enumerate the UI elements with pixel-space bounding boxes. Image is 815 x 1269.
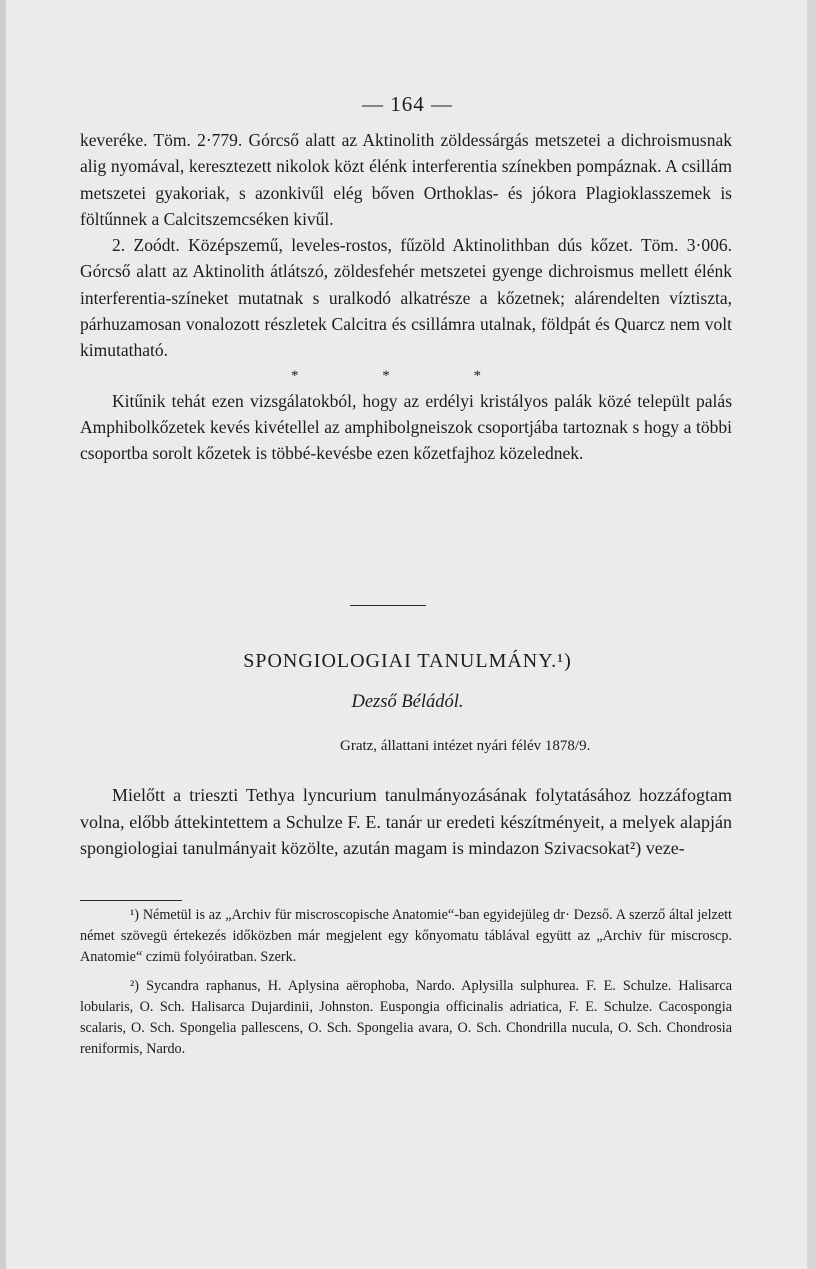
article-author: Dezső Béládól. <box>351 692 464 712</box>
article-title: SPONGIOLOGIAI TANULMÁNY.¹) <box>243 650 572 672</box>
scan-edge-right <box>807 0 815 1269</box>
footnote-2: ²) Sycandra raphanus, H. Aplysina aërophoba, Nardo. Aplysilla sulphurea. F. E. Schulze. Halisarca lobularis, O. Sch. Halisarca Dujardinii, Johnston. Euspongia officinalis adriatica, F. E. Schulze. Cacospongia scalaris, O. Sch. Spongelia pallescens, O. Sch. Spongelia avara, O. Sch. Chondrilla nucula, O. Sch. Chondrosia reniformis, Nardo. <box>80 977 732 1058</box>
section-stars: * * * <box>291 367 521 384</box>
scan-edge-left <box>0 0 6 1269</box>
page-number: — 164 — <box>362 92 453 116</box>
footnote-1: ¹) Németül is az „Archiv für miscroscopische Anatomie“-ban egyidejüleg dr· Dezső. A szerző által jelzett német szövegü értekezés időközben már megjelent egy kőnyomatu táblával együtt az „Archiv für miscroscp. Anatomie“ czimü folyóiratban. Szerk. <box>80 907 732 966</box>
section-divider <box>350 605 426 606</box>
footnote-divider <box>80 900 182 901</box>
footnotes <box>80 905 732 1067</box>
place-date-line: Gratz, állattani intézet nyári félév 1878/9. <box>340 738 591 754</box>
paragraph-conclusion: Kitűnik tehát ezen vizsgálatokból, hogy az erdélyi kristályos palák közé települt palás Amphibolkőzetek kevés kivétellel az amphibolgneiszok csoportjába tartoznak s hogy a többi csoportba sorolt kőzetek is többé-kevésbe ezen kőzetfajhoz közelednek. <box>80 390 732 464</box>
paragraph-mixture: keveréke. Töm. 2·779. Górcső alatt az Aktinolith zöldessárgás metszetei a dichroismusnak alig nyomával, keresztezett nikolok közt élénk interferentia színekben pompáznak. A csillám metszetei gyakoriak, s azonkivűl elég bőven Orthoklas- és jókora Plagioklasszemek is föltűnnek a Calcitszemcséken kivűl. <box>80 130 732 229</box>
paragraph-intro: Mielőtt a trieszti Tethya lyncurium tanulmányozásának folytatásához hozzáfogtam volna, előbb áttekintettem a Schulze F. E. tanár ur eredeti készítményeit, a melyek alapján spongiologiai tanulmányait közölte, azután magam is mindazon Szivacsokat²) veze- <box>80 785 732 858</box>
mineral-text-block <box>80 127 732 467</box>
paragraph-zoodt: 2. Zoódt. Középszemű, leveles-rostos, fűzöld Aktinolithban dús kőzet. Töm. 3·006. Górcső alatt az Aktinolith átlátszó, zöldesfehér metszetei gyenge dichroismus mellett élénk interferentia-színeket mutatnak s uralkodó alkatrésze a kőzetnek; alárendelten víztiszta, párhuzamosan vonalozott részletek Calcitra és csillámra utalnak, földpát és Quarcz nem volt kimutatható. <box>80 235 732 361</box>
article-body <box>80 782 732 862</box>
